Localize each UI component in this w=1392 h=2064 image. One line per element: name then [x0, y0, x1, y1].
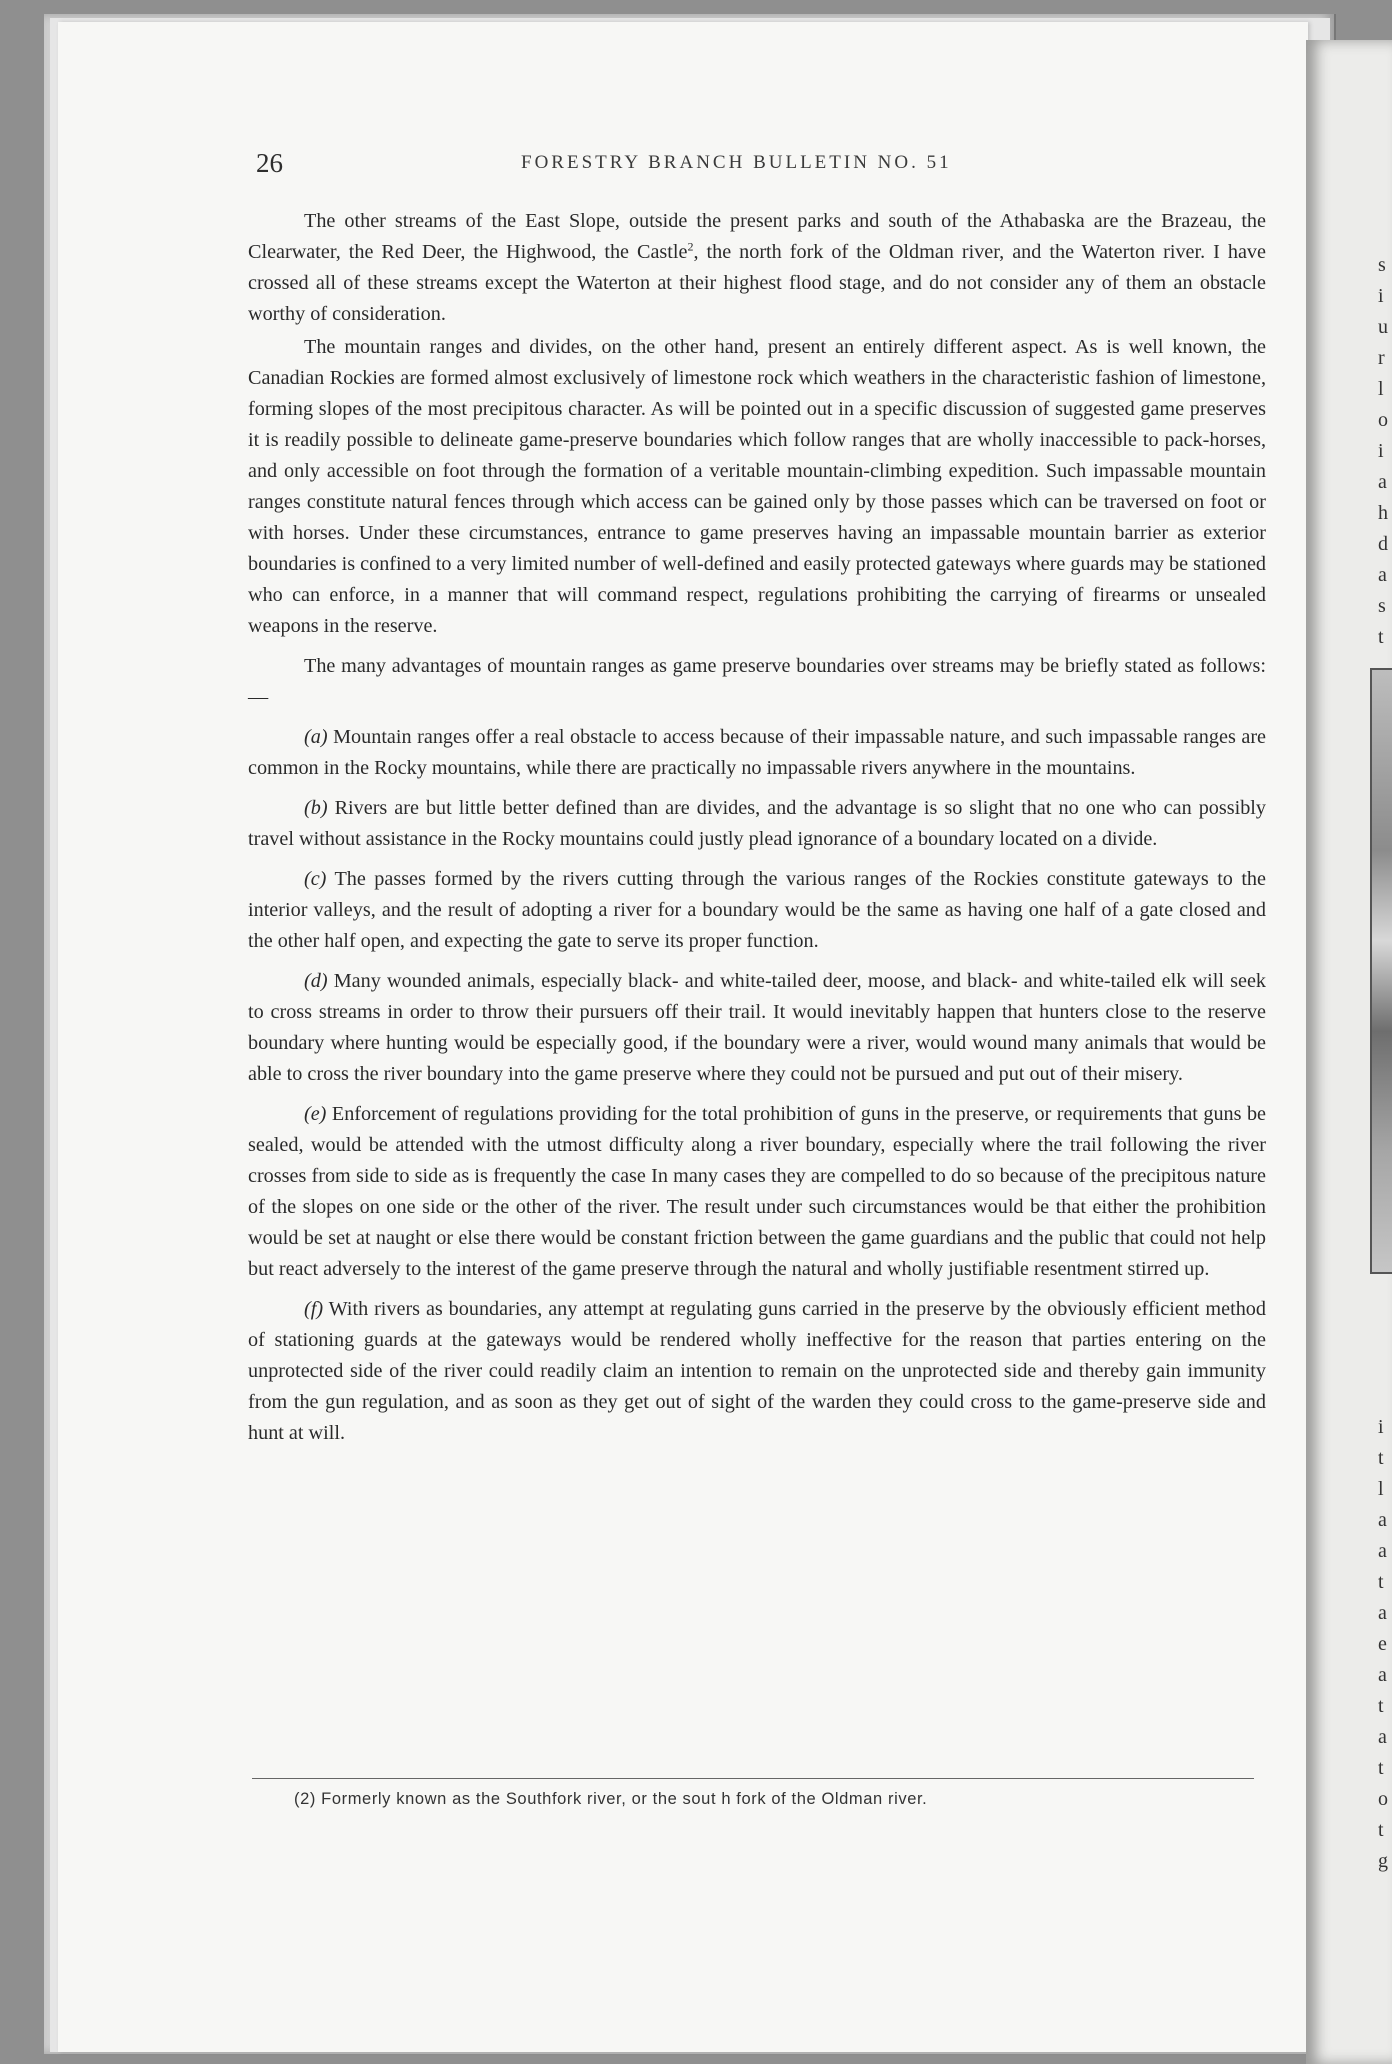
adjacent-page-letter: t: [1378, 1757, 1384, 1779]
adjacent-page-letter: a: [1378, 471, 1387, 493]
paragraph-advantages-intro: [248, 651, 1266, 713]
paragraph-text: , the north fork of the Oldman river, and the Waterton river. I have crossed all of these streams except the Waterton at their highest flood stage, and do not consider any of them an obstacle worthy of consideration.: [248, 241, 1266, 325]
list-item-d: [248, 966, 1266, 1090]
paragraph-text: With rivers as boundaries, any attempt at regulating guns carried in the preserve by the obviously efficient method of stationing guards at the gateways would be rendered wholly ineffective for the reason that parties entering on the unprotected side of the river could readily claim an intention to remain on the unprotected side and thereby gain immunity from the gun regulation, and as soon as they get out of sight of the warden they could cross to the game-preserve side and hunt at will.: [248, 1298, 1266, 1444]
paragraph-mountain-ranges: [248, 332, 1266, 642]
list-label: (f): [304, 1298, 324, 1320]
running-head: FORESTRY BRANCH BULLETIN NO. 51: [521, 152, 952, 173]
adjacent-page-letter: r: [1378, 347, 1385, 369]
list-label: (a): [304, 726, 328, 748]
adjacent-page-letters-top: [1378, 250, 1392, 653]
adjacent-page-letter: a: [1378, 1664, 1387, 1686]
paragraph-text: The other streams of the East Slope, outside the present parks and south of the Athabaska are the Brazeau, the Clearwater, the Red Deer, the Highwood, the Castle: [248, 210, 1266, 263]
list-item-e: [248, 1099, 1266, 1285]
adjacent-page-letter: l: [1378, 378, 1384, 400]
adjacent-page-letter: t: [1378, 1819, 1384, 1841]
adjacent-page-photo: [1370, 668, 1392, 1274]
adjacent-page-letter: i: [1378, 285, 1384, 307]
adjacent-page-letter: i: [1378, 440, 1384, 462]
adjacent-page-letter: t: [1378, 1447, 1384, 1469]
paragraph-text: Many wounded animals, especially black- and white-tailed deer, moose, and black- and white-tailed elk will seek to cross streams in order to throw their pursuers off their trail. It would inevitably happen that hunters close to the reserve boundary where hunting would be especially good, if the boundary were a river, would wound many animals that would be able to cross the river boundary into the game preserve where they could not be pursued and put out of their misery.: [248, 970, 1266, 1085]
adjacent-page-letter: a: [1378, 1602, 1387, 1624]
adjacent-page-letter: a: [1378, 1509, 1387, 1531]
adjacent-page-letters-bottom: [1378, 1412, 1392, 1877]
adjacent-page-letter: g: [1378, 1850, 1388, 1872]
list-label: (b): [304, 797, 328, 819]
adjacent-page-letter: i: [1378, 1416, 1384, 1438]
footnote: [294, 1790, 1254, 1809]
paragraph-text: The passes formed by the rivers cutting through the various ranges of the Rockies constitute gateways to the interior valleys, and the result of adopting a river for a boundary would be the same as having one half of a gate closed and the other half open, and expecting the gate to serve its proper function.: [248, 868, 1266, 952]
footnote-text: Formerly known as the Southfork river, or the sout h fork of the Oldman river.: [315, 1790, 928, 1808]
adjacent-page-letter: a: [1378, 564, 1387, 586]
adjacent-page-letter: a: [1378, 1540, 1387, 1562]
list-item-b: [248, 793, 1266, 855]
footnote-divider: [252, 1778, 1254, 1779]
page-number: 26: [256, 148, 283, 178]
adjacent-page-letter: a: [1378, 1726, 1387, 1748]
paragraph-text: The many advantages of mountain ranges as game preserve boundaries over streams may be briefly stated as follows:—: [248, 655, 1266, 708]
adjacent-page-letter: l: [1378, 1478, 1384, 1500]
list-item-a: [248, 722, 1266, 784]
adjacent-page-letter: u: [1378, 316, 1388, 338]
adjacent-page-letter: d: [1378, 533, 1388, 555]
list-item-f: [248, 1294, 1266, 1449]
footnote-reference: 2: [687, 239, 694, 254]
list-label: (e): [304, 1103, 327, 1125]
adjacent-page-letter: e: [1378, 1633, 1387, 1655]
adjacent-page-letter: t: [1378, 1571, 1384, 1593]
list-label: (c): [304, 868, 327, 890]
adjacent-page-letter: h: [1378, 502, 1388, 524]
list-item-c: [248, 864, 1266, 957]
list-label: (d): [304, 970, 328, 992]
adjacent-page-letter: o: [1378, 1788, 1388, 1810]
adjacent-page-letter: t: [1378, 1695, 1384, 1717]
page-header: [256, 148, 1256, 184]
footnote-marker: (2): [294, 1790, 316, 1808]
paragraph-text: Enforcement of regulations providing for the total prohibition of guns in the preserve, or requirements that guns be sealed, would be attended with the utmost difficulty along a river boundary, especially where the trail following the river crosses from side to side as is frequently the case In many cases they are compelled to do so because of the precipitous nature of the slopes on one side or the other of the river. The result under such circumstances would be that either the prohibition would be set at naught or else there would be constant friction between the game guardians and the public that could not help but react adversely to the interest of the game preserve through the natural and wholly justifiable resentment stirred up.: [248, 1103, 1266, 1280]
paragraph-text: The mountain ranges and divides, on the other hand, present an entirely different aspect. As is well known, the Canadian Rockies are formed almost exclusively of limestone rock which weathers in the characteristic fashion of limestone, forming slopes of the most precipitous character. As will be pointed out in a specific discussion of suggested game preserves it is readily possible to delineate game-preserve boundaries which follow ranges that are wholly inaccessible to pack-horses, and only accessible on foot through the formation of a veritable mountain-climbing expedition. Such impassable mountain ranges constitute natural fences through which access can be gained only by those passes which can be traversed on foot or with horses. Under these circumstances, entrance to game preserves having an impassable mountain barrier as exterior boundaries is confined to a very limited number of well-defined and easily protected gateways where guards may be stationed who can enforce, in a manner that will command respect, regulations prohibiting the carrying of firearms or unsealed weapons in the reserve.: [248, 336, 1267, 637]
adjacent-page-letter: s: [1378, 595, 1386, 617]
paragraph-text: Mountain ranges offer a real obstacle to access because of their impassable nature, and such impassable ranges are common in the Rocky mountains, while there are practically no impassable rivers anywhere in the mountains.: [248, 726, 1266, 779]
adjacent-page-letter: o: [1378, 409, 1388, 431]
adjacent-page-letter: s: [1378, 254, 1386, 276]
paragraph-text: Rivers are but little better defined than are divides, and the advantage is so slight that no one who can possibly travel without assistance in the Rocky mountains could justly plead ignorance of a boundary located on a divide.: [248, 797, 1266, 850]
adjacent-page-letter: t: [1378, 626, 1384, 648]
paragraph-east-slope-streams: [248, 206, 1266, 330]
body-text: [248, 206, 1266, 1449]
